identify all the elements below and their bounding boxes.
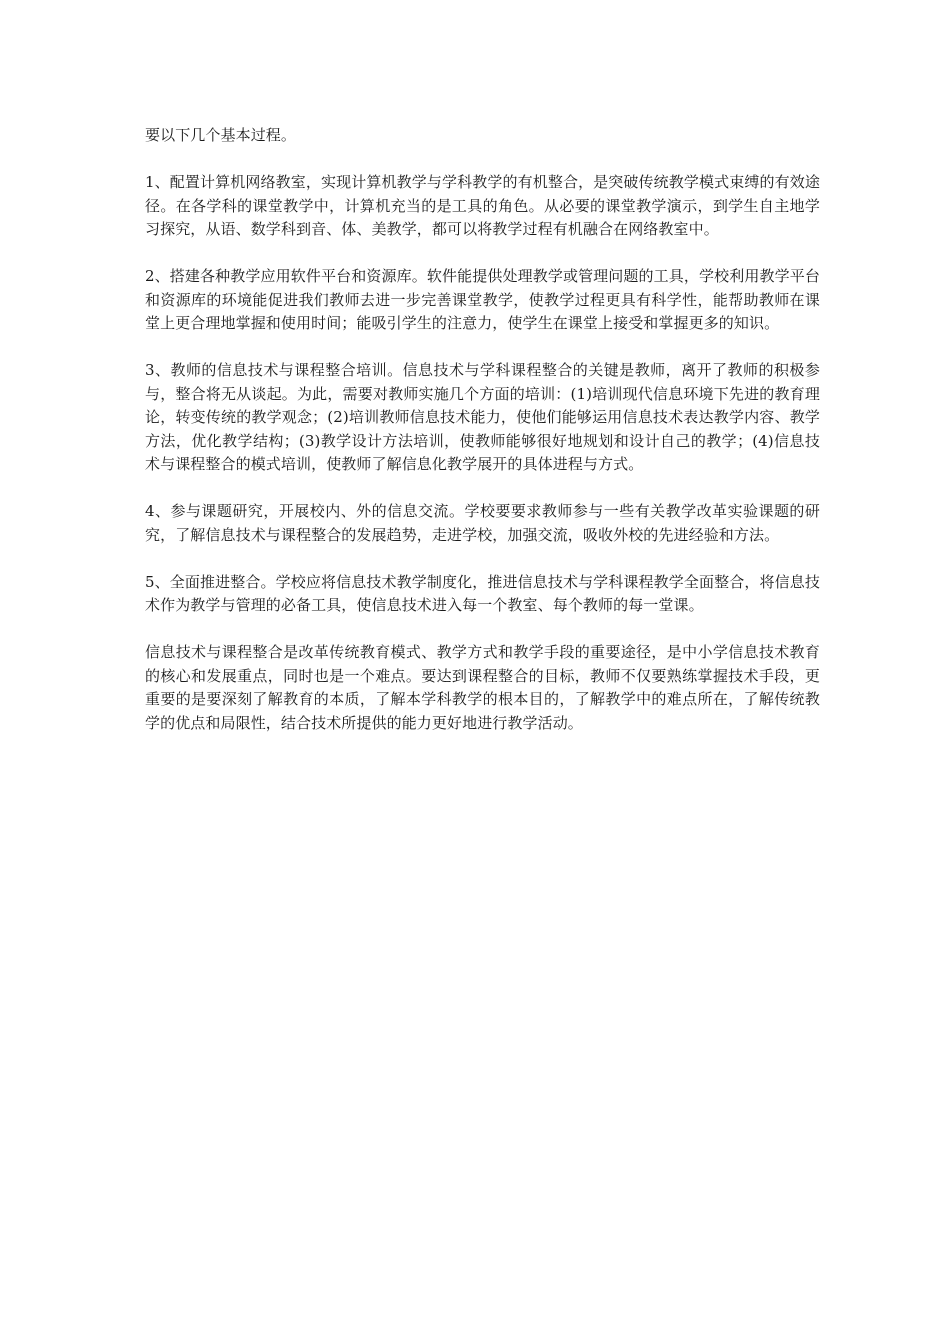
paragraph-gap <box>145 477 820 501</box>
paragraph-gap <box>145 547 820 571</box>
conclusion-paragraph: 信息技术与课程整合是改革传统教育模式、教学方式和教学手段的重要途径，是中小学信息技术教育的核心和发展重点，同时也是一个难点。要达到课程整合的目标，教师不仅要熟练掌握技术手段，更重要的是要深刻了解教育的本质，了解本学科教学的根本目的，了解教学中的难点所在，了解传统教学的优点和局限性，结合技术所提供的能力更好地进行教学活动。 <box>145 643 820 732</box>
document-body <box>145 124 820 735</box>
paragraph-item-5: 5、全面推进整合。学校应将信息技术教学制度化，推进信息技术与学科课程教学全面整合，将信息技术作为教学与管理的必备工具，使信息技术进入每一个教室、每个教师的每一堂课。 <box>145 572 820 614</box>
paragraph-gap <box>145 336 820 360</box>
paragraph-item-2: 2、搭建各种教学应用软件平台和资源库。软件能提供处理教学或管理问题的工具，学校利用教学平台和资源库的环境能促进我们教师去进一步完善课堂教学，使教学过程更具有科学性，能帮助教师在课堂上更合理地掌握和使用时间；能吸引学生的注意力，使学生在课堂上接受和掌握更多的知识。 <box>145 267 820 332</box>
paragraph-item-1: 1、配置计算机网络教室，实现计算机教学与学科教学的有机整合，是突破传统教学模式束缚的有效途径。在各学科的课堂教学中，计算机充当的是工具的角色。从必要的课堂教学演示，到学生自主地学习探究，从语、数学科到音、体、美教学，都可以将教学过程有机融合在网络教室中。 <box>145 173 820 238</box>
paragraph-item-4: 4、参与课题研究，开展校内、外的信息交流。学校要要求教师参与一些有关教学改革实验课题的研究，了解信息技术与课程整合的发展趋势，走进学校，加强交流，吸收外校的先进经验和方法。 <box>145 502 820 544</box>
paragraph-gap <box>145 242 820 266</box>
paragraph-gap <box>145 618 820 642</box>
paragraph-gap <box>145 148 820 172</box>
paragraph-item-3: 3、教师的信息技术与课程整合培训。信息技术与学科课程整合的关键是教师，离开了教师的积极参与，整合将无从谈起。为此，需要对教师实施几个方面的培训：(1)培训现代信息环境下先进的教育理论，转变传统的教学观念；(2)培训教师信息技术能力，使他们能够运用信息技术表达教学内容、教学方法，优化教学结构；(3)教学设计方法培训，使教师能够很好地规划和设计自己的教学；(4)信息技术与课程整合的模式培训，使教师了解信息化教学展开的具体进程与方式。 <box>145 361 820 473</box>
intro-line: 要以下几个基本过程。 <box>145 126 297 144</box>
